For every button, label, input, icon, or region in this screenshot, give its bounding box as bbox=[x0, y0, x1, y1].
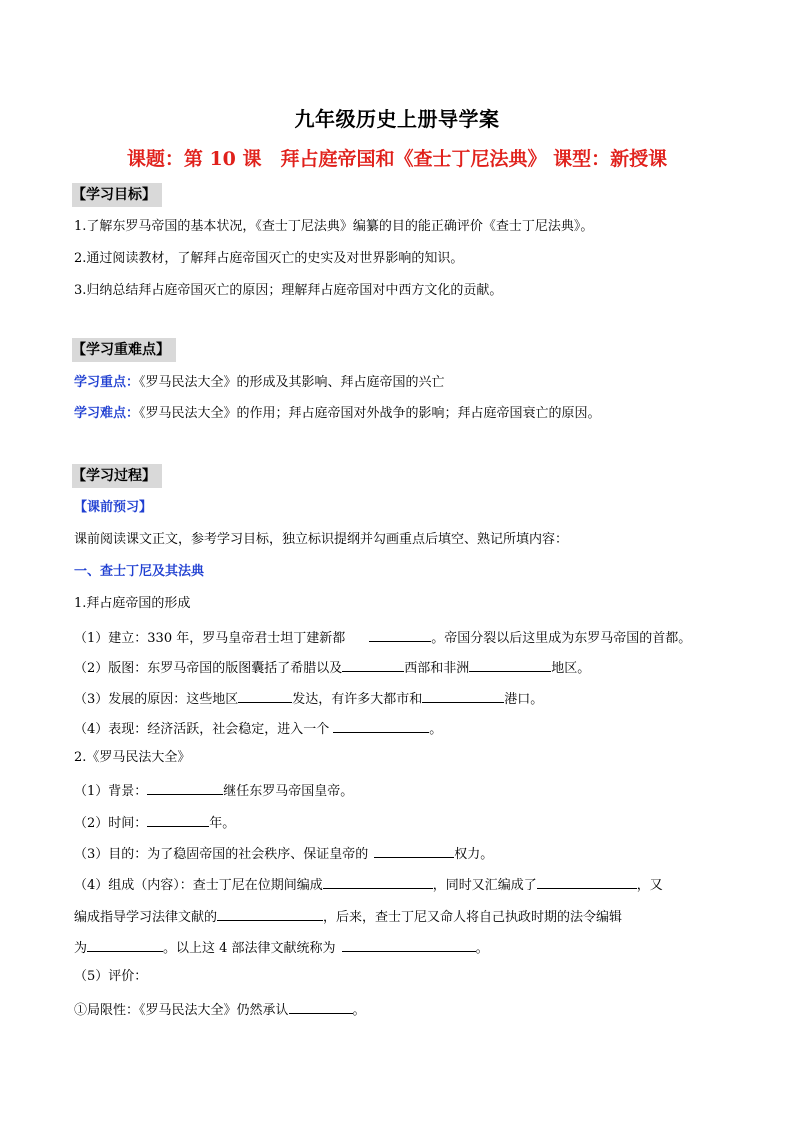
fill-text: 西部和非洲 bbox=[404, 661, 470, 676]
fill-text: （1）背景： bbox=[74, 784, 148, 799]
fill-text: （2）版图：东罗马帝国的版图囊括了希腊以及 bbox=[74, 661, 343, 676]
fill-text: 。帝国分裂以后这里成为东罗马帝国的首都。 bbox=[431, 631, 692, 646]
key-point-line bbox=[74, 374, 445, 392]
fill-blank[interactable] bbox=[87, 937, 163, 952]
preview-tag: 【课前预习】 bbox=[74, 500, 153, 515]
fill-text: （3）发展的原因：这些地区 bbox=[74, 692, 239, 707]
fill-line bbox=[74, 627, 691, 648]
fill-blank[interactable] bbox=[369, 627, 431, 642]
lesson-subtitle: 课题：第 10 课 拜占庭帝国和《查士丁尼法典》 课型：新授课 bbox=[126, 148, 668, 170]
fill-blank[interactable] bbox=[147, 780, 223, 795]
fill-text: ①局限性：《罗马民法大全》仍然承认 bbox=[74, 1003, 289, 1018]
fill-line bbox=[74, 718, 442, 739]
fill-line bbox=[74, 657, 590, 678]
fill-blank[interactable] bbox=[374, 843, 454, 858]
page-title: 九年级历史上册导学案 bbox=[294, 107, 500, 131]
fill-text: 权力。 bbox=[454, 847, 494, 862]
fill-blank[interactable] bbox=[342, 657, 404, 672]
fill-blank[interactable] bbox=[323, 874, 433, 889]
fill-line bbox=[74, 780, 353, 801]
section-tag-process: 【学习过程】 bbox=[72, 464, 162, 488]
part1-heading: 1.拜占庭帝国的形成 bbox=[74, 596, 191, 611]
fill-text: （1）建立：330 年，罗马皇帝君士坦丁建新都 bbox=[74, 631, 346, 646]
fill-blank[interactable] bbox=[238, 688, 292, 703]
fill-text: （3）目的：为了稳固帝国的社会秩序、保证皇帝的 bbox=[74, 847, 369, 862]
difficult-point-text: 《罗马民法大全》的作用；拜占庭帝国对外战争的影响；拜占庭帝国衰亡的原因。 bbox=[139, 406, 601, 421]
part2-heading: 2.《罗马民法大全》 bbox=[74, 750, 191, 765]
fill-blank[interactable] bbox=[537, 874, 637, 889]
preview-intro: 课前阅读课文正文，参考学习目标，独立标识提纲并勾画重点后填空、熟记所填内容： bbox=[74, 532, 569, 547]
fill-blank[interactable] bbox=[333, 718, 429, 733]
fill-text: ，后来，查士丁尼又命人将自己执政时期的法令编辑 bbox=[323, 910, 623, 925]
fill-blank[interactable] bbox=[422, 688, 504, 703]
fill-line bbox=[74, 688, 543, 709]
fill-line bbox=[74, 999, 366, 1020]
fill-line bbox=[74, 874, 663, 895]
fill-text: 。 bbox=[352, 1003, 366, 1018]
goal-item: 3.归纳总结拜占庭帝国灭亡的原因；理解拜占庭帝国对中西方文化的贡献。 bbox=[74, 283, 503, 298]
difficult-point-label: 学习难点： bbox=[74, 406, 140, 421]
fill-text: 发达，有许多大都市和 bbox=[292, 692, 423, 707]
goal-item: 1.了解东罗马帝国的基本状况，《查士丁尼法典》编纂的目的能正确评价《查士丁尼法典》。 bbox=[74, 219, 594, 234]
fill-blank[interactable] bbox=[342, 937, 476, 952]
fill-text: 。 bbox=[429, 722, 443, 737]
fill-text: 为 bbox=[74, 941, 88, 956]
section-tag-goals: 【学习目标】 bbox=[72, 183, 162, 207]
fill-text: 继任东罗马帝国皇帝。 bbox=[223, 784, 354, 799]
fill-blank[interactable] bbox=[147, 812, 209, 827]
fill-line bbox=[74, 843, 493, 864]
fill-text: ，同时又汇编成了 bbox=[432, 878, 537, 893]
fill-blank[interactable] bbox=[217, 906, 323, 921]
fill-text: 。以上这 4 部法律文献统称为 bbox=[163, 941, 336, 956]
preview-heading: 一、查士丁尼及其法典 bbox=[74, 564, 205, 579]
fill-blank[interactable] bbox=[289, 999, 353, 1014]
difficult-point-line bbox=[74, 405, 601, 423]
fill-text: 港口。 bbox=[504, 692, 544, 707]
key-point-label: 学习重点： bbox=[74, 375, 140, 390]
fill-text: 年。 bbox=[209, 816, 236, 831]
fill-text: （4）表现：经济活跃，社会稳定，进入一个 bbox=[74, 722, 330, 737]
fill-text: （2）时间： bbox=[74, 816, 148, 831]
goal-item: 2.通过阅读教材，了解拜占庭帝国灭亡的史实及对世界影响的知识。 bbox=[74, 251, 464, 266]
fill-text: 地区。 bbox=[551, 661, 591, 676]
fill-text: （4）组成（内容）：查士丁尼在位期间编成 bbox=[74, 878, 323, 893]
fill-text: 编成指导学习法律文献的 bbox=[74, 910, 218, 925]
fill-line bbox=[74, 937, 489, 958]
evaluation-heading: （5）评价： bbox=[74, 969, 148, 984]
key-point-text: 《罗马民法大全》的形成及其影响、拜占庭帝国的兴亡 bbox=[139, 375, 445, 390]
fill-line bbox=[74, 812, 235, 833]
fill-text: ，又 bbox=[636, 878, 663, 893]
fill-text: 。 bbox=[475, 941, 489, 956]
section-tag-key-points: 【学习重难点】 bbox=[72, 338, 176, 362]
fill-line bbox=[74, 906, 622, 927]
fill-blank[interactable] bbox=[469, 657, 551, 672]
